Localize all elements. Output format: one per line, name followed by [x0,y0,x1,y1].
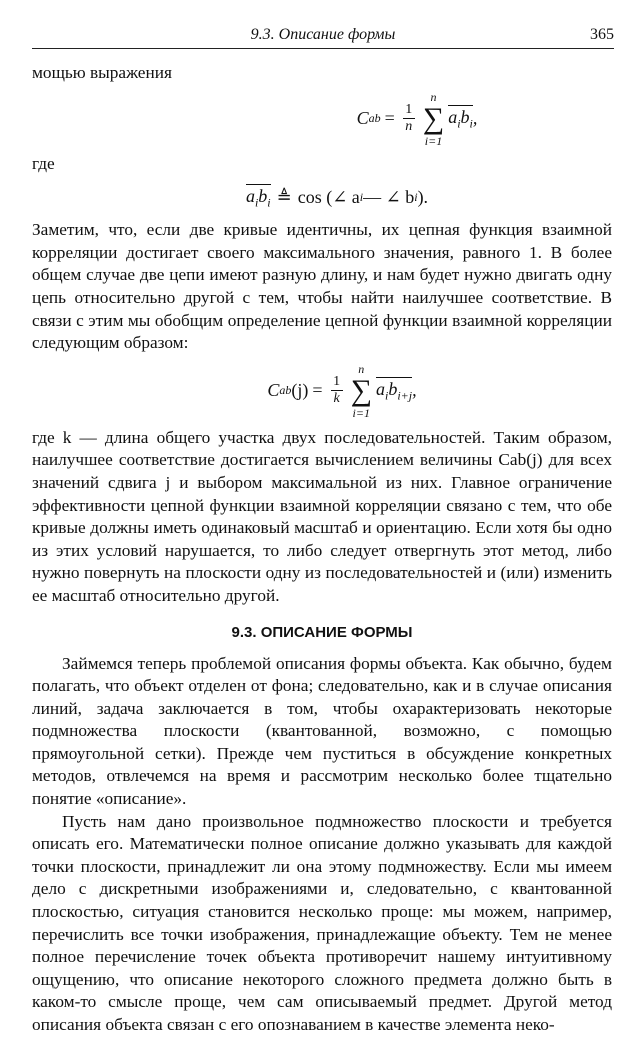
fraction-denominator: n [405,119,413,135]
paragraph-identical-curves: Заметим, что, если две кривые идентичны, их цепная функция взаимной корреляции достигает своего максимального значения, равного 1. В более общем случае две цепи имеют разную длину, и нам будет нужно двигать одну цепь относительно другой с тем, чтобы найти наилучшее соответствие. В связи с этим мы обобщим определение цепной функции взаимной корреляции следующим образом: [32,220,612,353]
sum-upper: n [430,89,437,104]
formula2-eq: ≜ [276,186,292,207]
formula-angle [62,177,612,217]
paragraph-k-length: где k — длина общего участка двух последовательностей. Таким образом, наилучшее соответствие достигается вычислением величины Cab(j) для всех значений сдвига j и выбором максимальной из них. Главное ограничение эффективности цепной функции взаимной корреляции связано с тем, что обе кривые должны иметь одинаковый масштаб и ориентацию. Если хотя бы одно из этих условий нарушается, то либо следует отвергнуть этот метод, либо нужно повернуть на плоскости одну из последовательностей и (или) изменить ее масштаб относительно другой. [32,427,612,605]
formula-lhs: C [356,108,369,129]
f3-sigma-symbol: ∑ [350,373,372,407]
paragraph-shape-intro: Займемся теперь проблемой описания формы объекта. Как обычно, будем полагать, что объект отделен от фона; следовательно, как и в случае описания линий, задача заключается в том, чтобы охарактеризовать некоторые подмножества плоскости (квантованной, возможно, с помощью прямоугольной сетки). Прежде чем пуститься в обсуждение конкретных методов, отвлечемся на время и рассмотрим несколько более тщательно понятие «описание». [32,653,612,809]
f3-summation [351,362,372,420]
f2-rhs-mid: — ∠ b [363,186,415,207]
f2-rhs-sub1: i [359,189,364,204]
f2-b: b [258,185,268,206]
page-number: 365 [590,26,614,43]
term-b: b [460,107,470,128]
term-a: a [448,107,458,128]
f2-a: a [245,185,255,206]
f3-lhs: C [267,380,280,401]
formula-cab [222,87,612,151]
paragraph-subset-description: Пусть нам дано произвольное подмножество плоскости и требуется описать его. Математически полное описание должно указывать для каждой точки плоскости, принадлежит ли она этому подмножеству. Если мы имеем дело с дискретными изображениями и, следовательно, с квантованной плоскостью, ситуация становится несколько проще: мы можем, например, перечислить все точки изображения, принадлежащие объекту. Тем не менее полное перечисление точек объекта противоречит нашему интуитивному ощущению, что описание некоторого сложного предмета должно быть в каком-то смысле проще, чем сам описываемый предмет. Другой метод описания объекта связан с его опознаванием в качестве элемента неко- [32,811,612,1034]
fraction-numerator: 1 [405,102,413,118]
f3-term-b: b [388,379,398,400]
running-header [32,24,614,49]
f3-lhs-sub: ab [279,383,292,398]
f2-rhs-end: ). [417,186,429,207]
f2-rhs-sub2: i [414,189,418,204]
formula-cab-j [72,357,612,425]
term-a-sub: i [457,116,461,131]
f3-fraction [331,374,343,407]
f3-tail: , [412,380,417,401]
f3-sum-upper: n [358,361,365,376]
formula2-rhs: cos (∠ a [297,186,360,207]
f3-eq: = [312,380,323,401]
f3-arg: (j) [291,380,309,401]
page-content [32,62,612,1037]
sigma-symbol: ∑ [422,101,445,135]
formula-eq: = [384,108,395,129]
paragraph-where-1: где [32,153,55,173]
formula-lhs-sub: ab [368,111,381,126]
f3-sum-lower: i=1 [352,405,370,420]
f3-numerator: 1 [333,374,341,390]
sum-lower: i=1 [424,133,443,148]
f3-term-a: a [375,379,385,400]
formula-fraction [403,102,415,135]
running-title: 9.3. Описание формы [250,26,396,43]
formula2-lhs [246,184,271,211]
term-b-sub: i [469,116,473,131]
f3-term-b-sub: i+j [397,389,413,404]
formula-term [448,105,473,132]
section-heading: 9.3. ОПИСАНИЕ ФОРМЫ [231,623,413,641]
summation [423,90,444,148]
f3-denominator: k [333,391,340,407]
f2-a-sub: i [254,195,259,210]
paragraph-intro: мощью выражения [32,63,172,82]
f2-b-sub: i [267,195,271,210]
formula-tail: , [472,108,478,129]
f3-term-a-sub: i [384,389,389,404]
f3-term [376,377,412,404]
